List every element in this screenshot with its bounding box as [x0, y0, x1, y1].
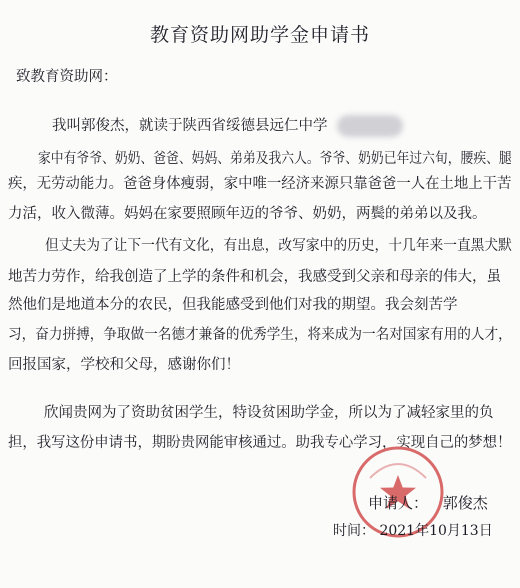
letter-line-6: 地苦力劳作，给我创造了上学的条件和机会，我感受到父亲和母亲的伟大，虽 — [8, 269, 501, 285]
letter-line-3: 疾，无劳动能力。爸爸身体瘦弱，家中唯一经济来源只靠爸爸一人在土地上干苦 — [8, 176, 512, 192]
letter-line-8: 习，奋力拼搏，争取做一名德才兼备的优秀学生，将来成为一名对国家有用的人才， — [8, 327, 512, 343]
letter-line-1: 我叫郭俊杰，就读于陕西省绥德县远仁中学 — [52, 118, 328, 134]
date-value: 2021年10月13日 — [379, 523, 493, 539]
salutation: 致教育资助网： — [16, 69, 118, 85]
letter-line-9: 回报国家，学校和父母，感谢你们！ — [8, 357, 240, 373]
letter-line-4: 力活，收入微薄。妈妈在家要照顾年迈的爷爷、奶奶，两鬓的弟弟以及我。 — [8, 206, 487, 222]
redacted-region — [337, 115, 403, 137]
signer-label: 申请人： — [368, 494, 429, 512]
date-label: 时间： — [333, 523, 375, 539]
letter-line-2: 家中有爷爷、奶奶、爸爸、妈妈、弟弟及我六人。爷爷、奶奶已年过六旬，腰疾、腿 — [38, 151, 512, 167]
letter-line-5: 但丈夫为了让下一代有文化，有出息，改写家中的历史，十几年来一直黑犬默 — [45, 238, 512, 254]
signer-name: 郭俊杰 — [442, 494, 488, 512]
letter-line-11: 担，我写这份申请书，期盼贵网能审核通过。助我专心学习，实现自己的梦想！ — [8, 435, 512, 451]
signer-block — [368, 492, 488, 513]
date-block — [333, 520, 493, 540]
letter-line-10: 欣闻贵网为了资助贫困学生，特设贫困助学金，所以为了减轻家里的负 — [44, 405, 494, 421]
letter-line-7: 然他们是地道本分的农民，但我能感受到他们对我的期望。我会刻苦学 — [8, 297, 458, 313]
letter-title: 教育资助网助学金申请书 — [149, 24, 370, 46]
